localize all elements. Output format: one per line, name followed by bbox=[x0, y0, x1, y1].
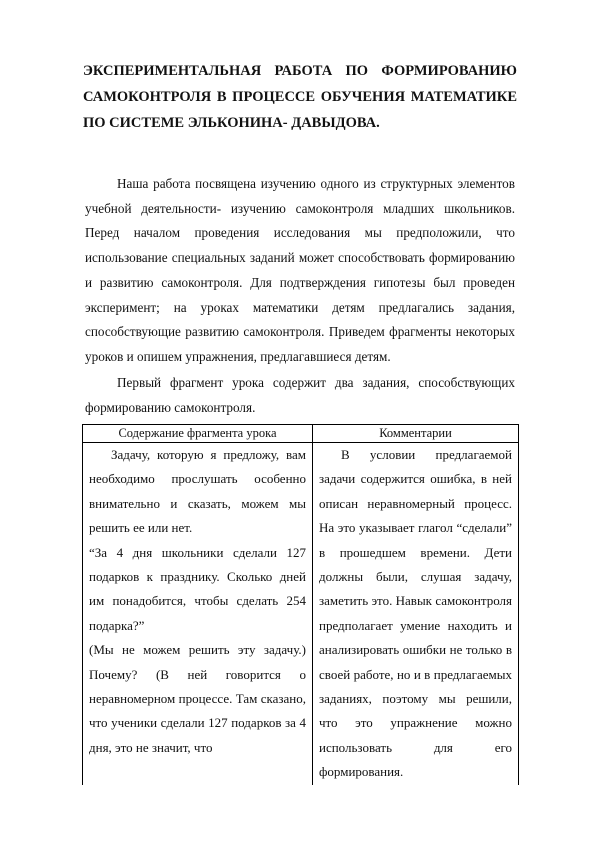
lesson-fragment-table bbox=[82, 424, 519, 785]
header-comments: Комментарии bbox=[313, 425, 519, 443]
discussion-text: (Мы не можем решить эту задачу.) Почему? (В ней говорится о неравномерном процессе. Там сказано, что ученики сделали 127 подарков за 4 дня, это не значит, что bbox=[89, 642, 306, 755]
teacher-instruction: Задачу, которую я предложу, вам необходимо прослушать особенно внимательно и сказать, можем мы решить ее или нет. bbox=[89, 447, 306, 536]
table-header-row bbox=[83, 425, 519, 443]
header-fragment-content: Содержание фрагмента урока bbox=[83, 425, 313, 443]
fragment-content-cell bbox=[83, 443, 313, 785]
task-text: “За 4 дня школьники сделали 127 подарков к празднику. Сколько дней им понадобится, чтобы сделать 254 подарка?” bbox=[89, 544, 306, 633]
comment-text: В условии предлагаемой задачи содержится ошибка, в ней описан неравномерный процесс. На это указывает глагол “сделали” в прошедшем времени. Дети должны были, слушая задачу, заметить это. Навык самоконтроля предполагает умение находить и анализировать ошибки не только в своей работе, но и в предлагаемых заданиях, поэтому мы решили, что это упражнение можно использовать для его формирования. bbox=[319, 447, 512, 780]
table-row bbox=[83, 443, 519, 785]
comments-cell bbox=[313, 443, 519, 785]
intro-paragraph: Наша работа посвящена изучению одного из структурных элементов учебной деятельности- изучению самоконтроля младших школьников. Перед началом проведения исследования мы предположили, что использование специальных заданий может способствовать формированию и развитию самоконтроля. Для подтверждения гипотезы был проведен эксперимент; на уроках математики детям предлагались задания, способствующие развитию самоконтроля. Приведем фрагменты некоторых уроков и опишем упражнения, предлагавшиеся детям. bbox=[85, 176, 515, 364]
fragment-intro-paragraph: Первый фрагмент урока содержит два задания, способствующих формированию самоконтроля. bbox=[85, 375, 515, 415]
document-title: ЭКСПЕРИМЕНТАЛЬНАЯ РАБОТА ПО ФОРМИРОВАНИЮ САМОКОНТРОЛЯ В ПРОЦЕССЕ ОБУЧЕНИЯ МАТЕМАТИКЕ ПО СИСТЕМЕ ЭЛЬКОНИНА- ДАВЫДОВА. bbox=[83, 63, 517, 131]
